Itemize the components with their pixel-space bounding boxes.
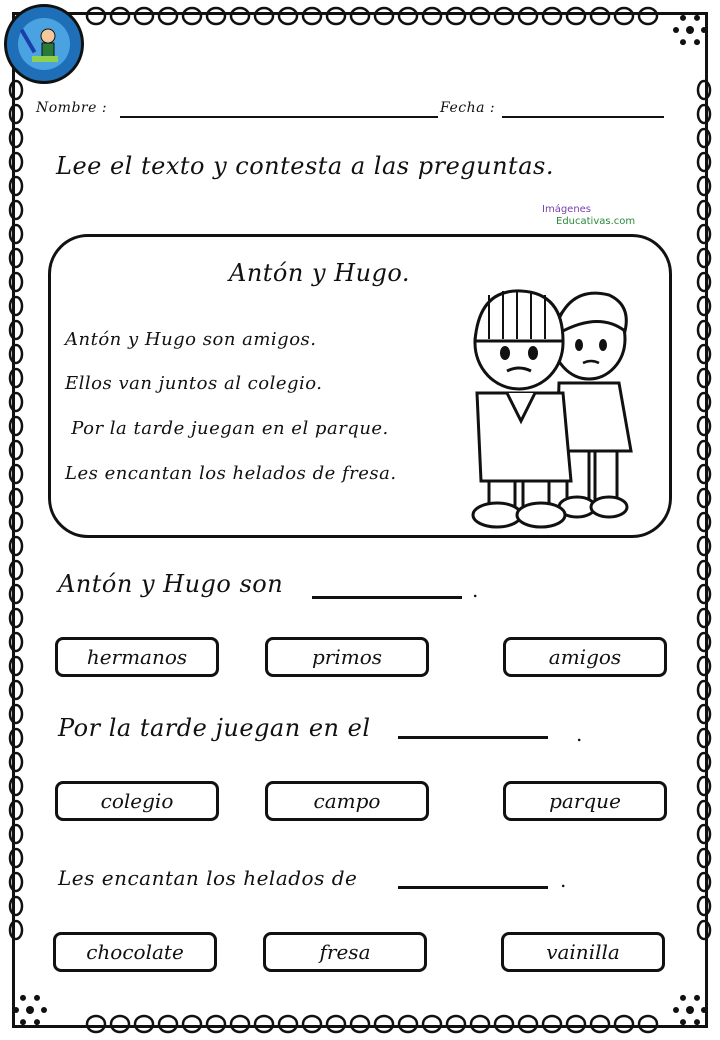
period: . xyxy=(576,722,583,746)
option-primos[interactable]: primos xyxy=(265,637,429,677)
story-line: Ellos van juntos al colegio. xyxy=(65,373,323,394)
answer-blank-3[interactable] xyxy=(398,886,548,889)
logo xyxy=(4,4,84,84)
option-amigos[interactable]: amigos xyxy=(503,637,667,677)
story-box xyxy=(48,234,672,538)
option-hermanos[interactable]: hermanos xyxy=(55,637,219,677)
brand-line-2: Educativas.com xyxy=(556,216,636,227)
option-colegio[interactable]: colegio xyxy=(55,781,219,821)
story-line: Antón y Hugo son amigos. xyxy=(65,329,317,350)
option-campo[interactable]: campo xyxy=(265,781,429,821)
instructions: Lee el texto y contesta a las preguntas. xyxy=(56,152,554,180)
period: . xyxy=(560,868,567,892)
option-chocolate[interactable]: chocolate xyxy=(53,932,217,972)
answer-blank-2[interactable] xyxy=(398,736,548,739)
two-boys-illustration xyxy=(459,281,649,531)
question-1: Antón y Hugo son xyxy=(58,570,284,598)
option-fresa[interactable]: fresa xyxy=(263,932,427,972)
child-writing-icon xyxy=(14,14,74,74)
period: . xyxy=(472,578,479,602)
brand-line-1: Imágenes xyxy=(542,204,592,215)
date-label: Fecha : xyxy=(440,100,496,116)
answer-blank-1[interactable] xyxy=(312,596,462,599)
question-2: Por la tarde juegan en el xyxy=(58,714,371,742)
date-field[interactable] xyxy=(502,116,664,118)
story-title: Antón y Hugo. xyxy=(229,259,411,287)
name-label: Nombre : xyxy=(36,100,108,116)
story-line: Les encantan los helados de fresa. xyxy=(65,463,397,484)
option-parque[interactable]: parque xyxy=(503,781,667,821)
question-3: Les encantan los helados de xyxy=(58,866,358,890)
brand-watermark xyxy=(542,204,635,228)
option-vainilla[interactable]: vainilla xyxy=(501,932,665,972)
name-field[interactable] xyxy=(120,116,438,118)
story-line: Por la tarde juegan en el parque. xyxy=(65,418,389,439)
